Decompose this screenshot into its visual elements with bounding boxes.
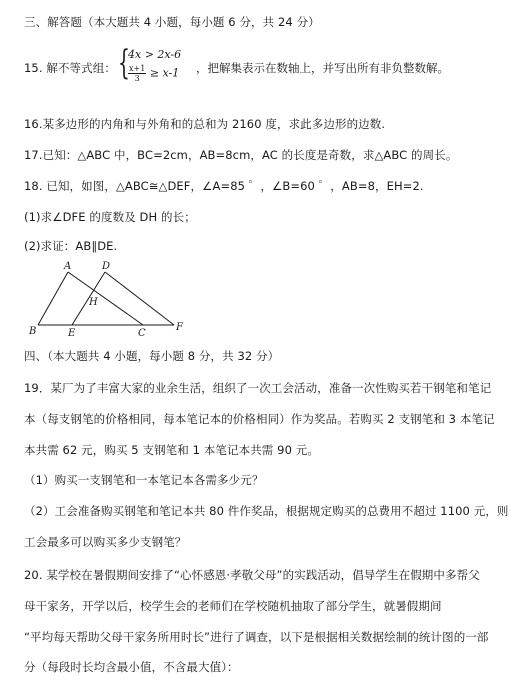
fraction [128,64,146,83]
question-20-line-3: “平均每天帮助父母干家务所用时长”进行了调查，以下是根据相关数据绘制的统计图的一部 [24,630,489,644]
question-20-line-2: 母干家务，开学以后，校学生会的老师们在学校随机抽取了部分学生，就暑假期间 [24,599,442,613]
question-19-line-1: 19．某厂为了丰富大家的业余生活，组织了一次工会活动，准备一次性购买若干钢笔和笔记 [24,381,492,395]
label-f: F [176,322,183,333]
fraction-denominator: 3 [134,74,140,83]
question-20-line-4: 分（每段时长均含最小值，不含最大值）： [24,660,239,674]
question-19-part-2-line-1: （2）工会准备购买钢笔和笔记本共 80 件作奖品，根据规定购买的总费用不超过 1100 元，则 [24,504,509,518]
left-brace: { [118,43,130,83]
question-19-part-2-line-2: 工会最多可以购买多少支钢笔？ [24,535,187,549]
label-c: C [138,328,146,339]
fraction-numerator: x+1 [129,64,146,73]
section-4-heading: 四、（本大题共 4 小题，每小题 8 分，共 32 分） [24,349,280,363]
question-19-line-2: 本（每支钢笔的价格相同，每本笔记本的价格相同）作为奖品。若购买 2 支钢笔和 3 本笔记 [24,412,495,426]
question-18: 18. 已知，如图，△ABC≅△DEF，∠A=85 ゜，∠B=60 ゜，AB=8，EH=2. [24,179,424,193]
inequality-2 [128,64,179,83]
section-3-heading: 三、解答题（本大题共 4 小题，每小题 6 分，共 24 分） [24,15,320,29]
label-h: H [89,297,98,308]
inequality-system [118,43,198,86]
question-19-part-1: （1）购买一支钢笔和一本笔记本各需多少元？ [24,473,264,487]
inequality-2-rest: ≥ x-1 [149,66,180,80]
question-19-line-3: 本共需 62 元，购买 5 支钢笔和 1 本笔记本共需 90 元。 [24,443,319,457]
triangle-figure [28,260,198,340]
question-18-part-2: (2)求证：AB∥DE. [24,239,118,253]
inequality-1: 4x > 2x-6 [128,48,182,61]
segment-ac [68,272,143,325]
question-17: 17.已知：△ABC 中，BC=2cm，AB=8cm，AC 的长度是奇数，求△ABC 的周长。 [24,148,458,162]
label-b: B [29,326,37,337]
question-20-line-1: 20. 某学校在暑假期间安排了“心怀感恩·孝敬父母”的实践活动，倡导学生在假期中多帮父 [24,568,480,582]
question-16: 16.某多边形的内角和与外角和的总和为 2160 度，求此多边形的边数. [24,117,386,131]
question-18-part-1: (1)求∠DFE 的度数及 DH 的长； [24,210,196,224]
segment-df [105,272,174,325]
segment-ab [38,272,68,325]
label-d: D [102,261,111,272]
question-15-suffix: ，把解集表示在数轴上，并写出所有非负整数解。 [196,61,449,75]
question-15-prefix: 15. 解不等式组： [24,61,116,75]
label-a: A [64,261,72,272]
label-e: E [68,328,76,339]
